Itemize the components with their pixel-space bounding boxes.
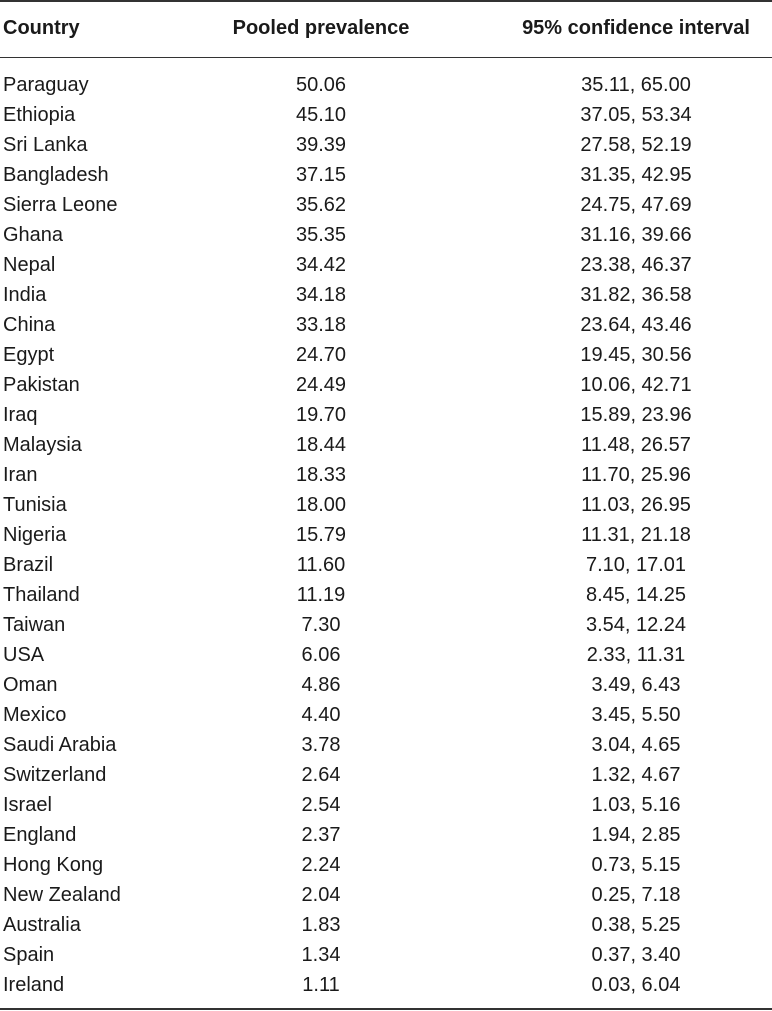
cell-pooled-prevalence: 1.34 [301,944,341,966]
cell-confidence-interval: 8.45, 14.25 [585,584,687,606]
cell-country: Ghana [3,224,64,246]
cell-country: Brazil [3,554,54,576]
table-row [0,460,772,490]
cell-confidence-interval: 23.38, 46.37 [580,254,692,276]
cell-country: Thailand [3,584,80,606]
cell-confidence-interval: 23.64, 43.46 [580,314,692,336]
table-row [0,520,772,550]
table-row [0,700,772,730]
cell-country: Paraguay [3,74,89,96]
cell-pooled-prevalence: 33.18 [295,314,347,336]
table-body [0,70,772,1000]
cell-confidence-interval: 3.45, 5.50 [591,704,681,726]
table-row [0,490,772,520]
cell-country: China [3,314,56,336]
cell-pooled-prevalence: 24.49 [295,374,347,396]
cell-country: Oman [3,674,58,696]
cell-confidence-interval: 24.75, 47.69 [580,194,692,216]
cell-confidence-interval: 11.03, 26.95 [581,494,691,516]
cell-country: Spain [3,944,55,966]
cell-country: India [3,284,47,306]
cell-confidence-interval: 0.25, 7.18 [591,884,681,906]
cell-country: England [3,824,77,846]
cell-confidence-interval: 10.06, 42.71 [580,374,692,396]
cell-pooled-prevalence: 35.62 [295,194,347,216]
table-row [0,190,772,220]
cell-pooled-prevalence: 15.79 [295,524,347,546]
cell-confidence-interval: 11.48, 26.57 [581,434,691,456]
table-row [0,250,772,280]
header-pooled-prevalence: Pooled prevalence [232,17,410,39]
table-bottom-rule [0,1008,772,1010]
cell-confidence-interval: 19.45, 30.56 [580,344,692,366]
cell-country: Iran [3,464,38,486]
table-header-row [0,0,772,57]
table-row [0,820,772,850]
cell-confidence-interval: 15.89, 23.96 [580,404,692,426]
cell-pooled-prevalence: 2.64 [301,764,341,786]
cell-confidence-interval: 31.16, 39.66 [580,224,692,246]
header-confidence-interval: 95% confidence interval [522,17,750,39]
cell-confidence-interval: 1.94, 2.85 [591,824,681,846]
table-row [0,100,772,130]
cell-country: Ireland [3,974,65,996]
cell-pooled-prevalence: 18.00 [295,494,347,516]
cell-confidence-interval: 3.04, 4.65 [591,734,681,756]
cell-pooled-prevalence: 2.24 [301,854,341,876]
table-row [0,940,772,970]
table-row [0,910,772,940]
cell-confidence-interval: 31.35, 42.95 [580,164,692,186]
cell-country: Sri Lanka [3,134,88,156]
cell-country: Bangladesh [3,164,109,186]
table-row [0,790,772,820]
cell-country: Egypt [3,344,55,366]
cell-pooled-prevalence: 2.37 [301,824,341,846]
table-row [0,640,772,670]
table-row [0,280,772,310]
table-row [0,400,772,430]
cell-country: Switzerland [3,764,107,786]
cell-country: Sierra Leone [3,194,118,216]
cell-country: Iraq [3,404,38,426]
table-row [0,610,772,640]
cell-country: Saudi Arabia [3,734,117,756]
cell-confidence-interval: 0.38, 5.25 [591,914,681,936]
cell-pooled-prevalence: 45.10 [295,104,347,126]
table-row [0,220,772,250]
table-row [0,760,772,790]
cell-pooled-prevalence: 35.35 [295,224,347,246]
cell-country: Hong Kong [3,854,104,876]
cell-confidence-interval: 35.11, 65.00 [581,74,691,96]
table-row [0,310,772,340]
cell-country: USA [3,644,45,666]
cell-pooled-prevalence: 6.06 [301,644,341,666]
cell-country: Nigeria [3,524,67,546]
table-row [0,370,772,400]
cell-pooled-prevalence: 39.39 [295,134,347,156]
cell-pooled-prevalence: 2.54 [301,794,341,816]
cell-country: Malaysia [3,434,82,456]
table-row [0,430,772,460]
table-row [0,340,772,370]
table-header-rule [0,57,772,58]
cell-pooled-prevalence: 34.18 [295,284,347,306]
cell-pooled-prevalence: 1.11 [302,974,340,996]
cell-confidence-interval: 0.37, 3.40 [591,944,681,966]
table-row [0,670,772,700]
cell-confidence-interval: 3.49, 6.43 [591,674,681,696]
cell-country: Nepal [3,254,56,276]
cell-confidence-interval: 0.03, 6.04 [591,974,681,996]
header-country: Country [3,17,80,39]
table-row [0,850,772,880]
cell-pooled-prevalence: 4.86 [301,674,341,696]
cell-confidence-interval: 1.03, 5.16 [591,794,681,816]
cell-confidence-interval: 2.33, 11.31 [586,644,686,666]
cell-pooled-prevalence: 50.06 [295,74,347,96]
cell-country: Pakistan [3,374,80,396]
cell-pooled-prevalence: 34.42 [295,254,347,276]
table-row [0,550,772,580]
cell-country: Ethiopia [3,104,76,126]
cell-pooled-prevalence: 11.60 [296,554,346,576]
table-row [0,160,772,190]
cell-confidence-interval: 1.32, 4.67 [591,764,681,786]
cell-confidence-interval: 7.10, 17.01 [585,554,687,576]
cell-pooled-prevalence: 24.70 [295,344,347,366]
cell-country: Taiwan [3,614,66,636]
table-row [0,970,772,1000]
cell-pooled-prevalence: 19.70 [295,404,347,426]
cell-confidence-interval: 11.31, 21.18 [581,524,691,546]
cell-confidence-interval: 3.54, 12.24 [585,614,687,636]
cell-confidence-interval: 27.58, 52.19 [580,134,692,156]
cell-pooled-prevalence: 37.15 [295,164,347,186]
cell-confidence-interval: 31.82, 36.58 [580,284,692,306]
table-row [0,130,772,160]
cell-confidence-interval: 0.73, 5.15 [591,854,681,876]
cell-confidence-interval: 37.05, 53.34 [580,104,692,126]
table-row [0,730,772,760]
cell-pooled-prevalence: 7.30 [301,614,341,636]
cell-country: Australia [3,914,81,936]
cell-pooled-prevalence: 4.40 [301,704,341,726]
cell-confidence-interval: 11.70, 25.96 [581,464,691,486]
table-row [0,580,772,610]
cell-pooled-prevalence: 18.33 [295,464,347,486]
cell-country: Mexico [3,704,67,726]
cell-country: New Zealand [3,884,121,906]
cell-pooled-prevalence: 1.83 [301,914,341,936]
cell-country: Israel [3,794,52,816]
cell-country: Tunisia [3,494,67,516]
table-row [0,880,772,910]
cell-pooled-prevalence: 2.04 [301,884,341,906]
cell-pooled-prevalence: 18.44 [295,434,347,456]
cell-pooled-prevalence: 11.19 [296,584,346,606]
cell-pooled-prevalence: 3.78 [301,734,341,756]
table-row [0,70,772,100]
